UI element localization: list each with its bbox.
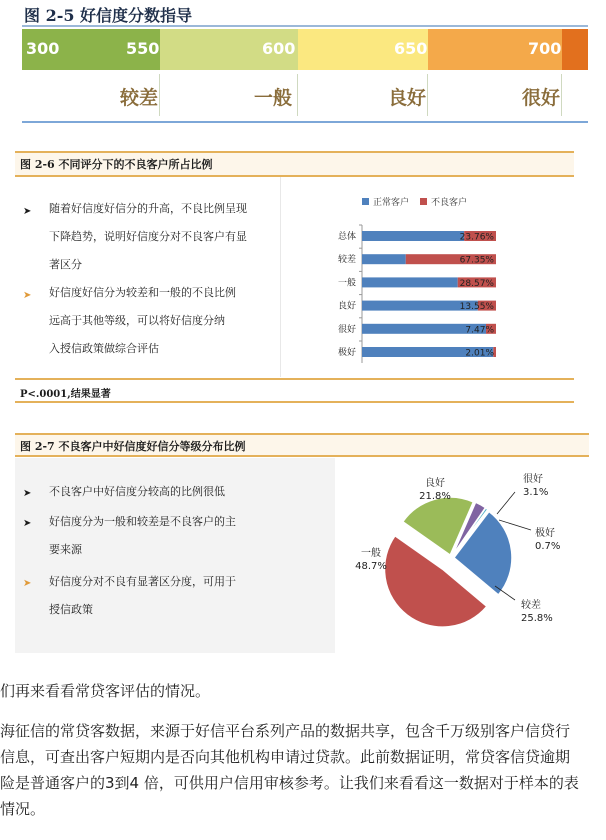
- fig27-bullet-3: [49, 568, 236, 624]
- bar-data-label: 67.35%: [459, 255, 494, 266]
- fig27-title-rule-bottom: [15, 455, 589, 457]
- paragraph-line-1: 们再来看看常贷客评估的情况。: [0, 682, 211, 700]
- bar-normal: [362, 254, 406, 264]
- score-segment-700-plus: [562, 29, 588, 70]
- bar-data-label: 7.47%: [465, 325, 494, 336]
- bar-data-label: 28.57%: [459, 278, 494, 289]
- score-label-700: 700: [528, 39, 562, 58]
- fig26-text-panel: [15, 177, 279, 377]
- bullet-arrow-icon: ➤: [23, 290, 32, 301]
- fig27-title-rule-top: [15, 433, 589, 435]
- score-bar: [22, 29, 588, 70]
- fig27-title: 图 2-7 不良客户中好信度好信分等级分布比例: [20, 440, 246, 453]
- legend-swatch-0: [362, 198, 369, 205]
- paragraph-line-3: 信息，可查出客户短期内是否向其他机构申请过贷款。此前数据证明，常贷客信贷逾期: [0, 748, 571, 766]
- fig26-bullet-2-line-2: 远高于其他等级，可以将好信度分纳: [49, 314, 225, 327]
- fig27-bullet-3-line-2: 授信政策: [49, 603, 93, 616]
- pie-slice-label: 极好: [535, 528, 555, 539]
- bullet-arrow-icon: ➤: [23, 206, 32, 217]
- fig25-title-rule: [22, 25, 588, 27]
- paragraph-line-2: 海征信的常贷客数据，来源于好信平台系列产品的数据共享，包含千万级别客户信贷行: [0, 722, 571, 740]
- fig26-source-rule: [15, 401, 574, 403]
- fig27-text-panel: [15, 458, 335, 653]
- category-label: 极好: [337, 348, 356, 358]
- score-label-550: 550: [126, 39, 160, 58]
- category-label: 较差: [337, 255, 356, 266]
- category-label: 一般: [337, 278, 356, 289]
- pie-slice-label: 一般: [361, 548, 381, 559]
- fig26-bullet-1-line-3: 著区分: [49, 258, 82, 271]
- fig27-bullet-2: [49, 508, 236, 564]
- bar-data-label: 23.76%: [459, 232, 494, 243]
- legend-label-1: 不良客户: [431, 198, 468, 208]
- fig27-bullet-2-line-1: 好信度分为一般和较差是不良客户的主: [49, 515, 236, 528]
- stacked-bar-chart: [282, 177, 574, 377]
- pie-slice-label: 良好: [425, 478, 445, 489]
- pie-slice-value: 21.8%: [419, 491, 451, 502]
- fig26-title: 图 2-6 不同评分下的不良客户所占比例: [20, 158, 213, 171]
- grade-divider-1: [159, 74, 160, 116]
- bar-normal: [362, 277, 458, 287]
- fig26-panel-divider: [280, 177, 281, 377]
- grade-label-poor: 较差: [120, 87, 159, 109]
- pie-slice-label: 较差: [521, 600, 541, 611]
- fig26-bullet-2: [49, 279, 236, 363]
- score-label-600: 600: [262, 39, 296, 58]
- fig26-title-rule-top: [15, 151, 574, 153]
- pie-slice-value: 3.1%: [523, 487, 549, 498]
- category-label: 很好: [337, 324, 356, 335]
- grade-divider-4: [561, 74, 562, 116]
- fig26-bullet-2-line-1: 好信度好信分为较差和一般的不良比例: [49, 286, 236, 299]
- bullet-arrow-icon: ➤: [23, 578, 32, 589]
- fig26-source: P<.0001,结果显著: [20, 389, 111, 400]
- pie-slice-label: 很好: [523, 474, 543, 485]
- fig27-bullet-1: [49, 478, 225, 506]
- pie-slice-value: 48.7%: [355, 561, 387, 572]
- legend-label-0: 正常客户: [373, 198, 410, 208]
- bar-data-label: 13.55%: [459, 302, 494, 313]
- pie-slice-value: 0.7%: [535, 541, 561, 552]
- grade-label-very-good: 很好: [522, 87, 561, 109]
- pie-chart: [335, 458, 589, 653]
- grade-divider-3: [427, 74, 428, 116]
- fig26-bullet-2-line-3: 入授信政策做综合评估: [49, 342, 159, 355]
- grade-label-good: 良好: [388, 87, 427, 109]
- bullet-arrow-icon: ➤: [23, 488, 32, 499]
- category-label: 总体: [337, 232, 356, 242]
- fig27-bullet-1-line-1: 不良客户中好信度分较高的比例很低: [49, 485, 225, 498]
- grade-divider-2: [297, 74, 298, 116]
- paragraph-line-4: 险是普通客户的3到4 倍，可供用户信用审核参考。让我们来看看这一数据对于样本的表: [0, 774, 579, 792]
- grade-row: [22, 72, 588, 118]
- score-label-300: 300: [26, 39, 60, 58]
- bullet-arrow-icon: ➤: [23, 518, 32, 529]
- pie-slice-value: 25.8%: [521, 613, 553, 624]
- fig25-bottom-rule: [22, 121, 588, 123]
- fig26-bullet-1-line-2: 下降趋势，说明好信度分对不良客户有显: [49, 230, 247, 243]
- legend-swatch-1: [420, 198, 427, 205]
- bar-data-label: 2.01%: [465, 348, 494, 359]
- fig27-bullet-2-line-2: 要来源: [49, 543, 82, 556]
- fig27-bullet-3-line-1: 好信度分对不良有显著区分度，可用于: [49, 575, 236, 588]
- fig25-title: 图 2-5 好信度分数指导: [24, 6, 193, 25]
- pie-leader-line: [497, 492, 515, 514]
- score-label-650: 650: [394, 39, 428, 58]
- fig26-bullet-1: [49, 195, 247, 279]
- fig26-bottom-rule: [15, 378, 574, 380]
- category-label: 良好: [337, 301, 356, 312]
- fig26-bullet-1-line-1: 随着好信度好信分的升高，不良比例呈现: [49, 202, 247, 215]
- paragraph-line-5: 情况。: [0, 800, 46, 818]
- bar-normal: [362, 231, 464, 241]
- grade-label-fair: 一般: [254, 87, 293, 109]
